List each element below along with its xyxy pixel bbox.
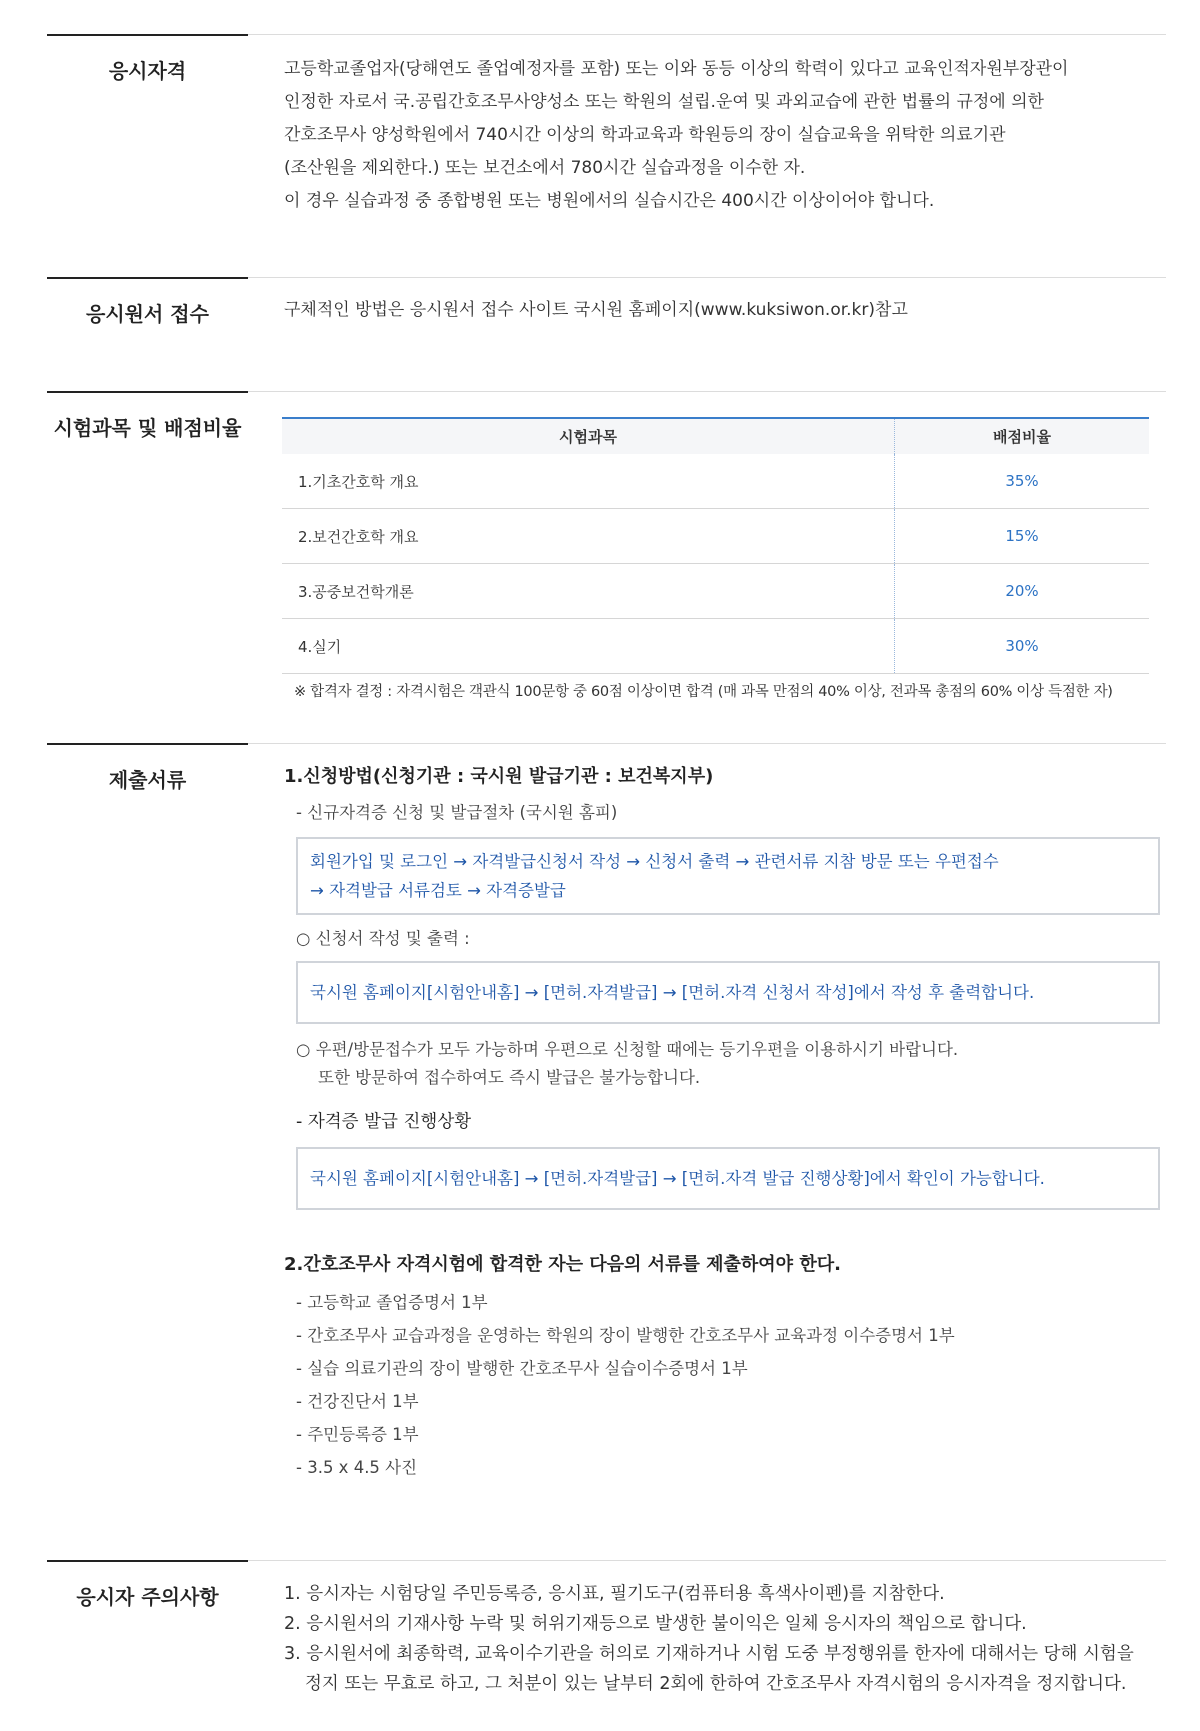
subjects-label: 시험과목 및 배점비율 (53, 416, 242, 440)
process-box (296, 837, 1160, 915)
mail-line: 또한 방문하여 접수하여도 즉시 발급은 불가능합니다. (318, 1068, 701, 1087)
document-item: - 고등학교 졸업증명서 1부 (296, 1293, 488, 1312)
notice-line: 정지 또는 무효로 하고, 그 처분이 있는 날부터 2회에 한하여 간호조무사 자격시험의 응시자격을 정지합니다. (305, 1674, 1127, 1694)
ratio-cell: 20% (895, 564, 1150, 619)
section-bar (47, 277, 248, 279)
notice-label: 응시자 주의사항 (76, 1585, 219, 1609)
section-bar (47, 743, 248, 745)
eligibility-line: 고등학교졸업자(당해연도 졸업예정자를 포함) 또는 이와 동등 이상의 학력이 있다고 교육인적자원부장관이 (284, 59, 1069, 79)
section-bar (47, 1560, 248, 1562)
eligibility-label: 응시자격 (108, 59, 187, 83)
table-row (282, 454, 1149, 509)
eligibility-line: 인정한 자로서 국.공립간호조무사양성소 또는 학원의 설립.운여 및 과외교습에 관한 법률의 규정에 의한 (284, 92, 1044, 112)
table-row (282, 619, 1149, 674)
ratio-cell: 30% (895, 619, 1150, 674)
subject-cell: 2.보건간호학 개요 (282, 509, 895, 564)
document-item: - 주민등록증 1부 (296, 1425, 419, 1444)
table-row (282, 564, 1149, 619)
table-header-subject: 시험과목 (282, 418, 895, 454)
documents-section (47, 743, 1166, 1559)
table-row (282, 509, 1149, 564)
application-section (47, 277, 1166, 390)
notice-line: 1. 응시자는 시험당일 주민등록증, 응시표, 필기도구(컴퓨터용 흑색사이펜)를 지참한다. (284, 1584, 945, 1604)
eligibility-line: 간호조무사 양성학원에서 740시간 이상의 학과교육과 학원등의 장이 실습교육을 위탁한 의료기관 (284, 125, 1006, 145)
documents-label: 제출서류 (108, 768, 187, 792)
document-item: - 실습 의료기관의 장이 발행한 간호조무사 실습이수증명서 1부 (296, 1359, 748, 1378)
notice-section (47, 1560, 1166, 1721)
eligibility-line: (조산원을 제외한다.) 또는 보건소에서 780시간 실습과정을 이수한 자. (284, 158, 806, 178)
subject-cell: 4.실기 (282, 619, 895, 674)
document-item: - 3.5 x 4.5 사진 (296, 1458, 418, 1477)
write-label: ○ 신청서 작성 및 출력 : (296, 929, 470, 948)
eligibility-section (47, 34, 1166, 275)
table-header-ratio: 배점비율 (895, 418, 1150, 454)
documents-part1-sub: - 신규자격증 신청 및 발급절차 (국시원 홈피) (296, 803, 618, 822)
documents-part1-title: 1.신청방법(신청기관 : 국시원 발급기관 : 보건복지부) (284, 766, 714, 787)
document-item: - 간호조무사 교습과정을 운영하는 학원의 장이 발행한 간호조무사 교육과정 이수증명서 1부 (296, 1326, 955, 1345)
process-line: → 자격발급 서류검토 → 자격증발급 (310, 881, 566, 900)
write-box: 국시원 홈페이지[시험안내홈] → [면허.자격발급] → [면허.자격 신청서 작성]에서 작성 후 출력합니다. (296, 961, 1160, 1024)
notice-line: 3. 응시원서에 최종학력, 교육이수기관을 허의로 기재하거나 시험 도중 부정행위를 한자에 대해서는 당해 시험을 (284, 1644, 1134, 1664)
subject-cell: 3.공중보건학개론 (282, 564, 895, 619)
notice-line: 2. 응시원서의 기재사항 누락 및 허위기재등으로 발생한 불이익은 일체 응시자의 책임으로 합니다. (284, 1614, 1027, 1634)
application-text: 구체적인 방법은 응시원서 접수 사이트 국시원 홈페이지(www.kuksiwon.or.kr)참고 (284, 300, 908, 320)
progress-box: 국시원 홈페이지[시험안내홈] → [면허.자격발급] → [면허.자격 발급 진행상황]에서 확인이 가능합니다. (296, 1147, 1160, 1210)
ratio-cell: 15% (895, 509, 1150, 564)
subjects-section (47, 391, 1166, 742)
section-bar (47, 391, 248, 393)
ratio-cell: 35% (895, 454, 1150, 509)
eligibility-line: 이 경우 실습과정 중 종합병원 또는 병원에서의 실습시간은 400시간 이상이어야 합니다. (284, 191, 935, 211)
subject-cell: 1.기초간호학 개요 (282, 454, 895, 509)
section-bar (47, 34, 248, 36)
pass-criteria-note: ※ 합격자 결정 : 자격시험은 객관식 100문항 중 60점 이상이면 합격 (매 과목 만점의 40% 이상, 전과목 총점의 60% 이상 득점한 자) (294, 684, 1113, 700)
mail-line: ○ 우편/방문접수가 모두 가능하며 우편으로 신청할 때에는 등기우편을 이용하시기 바랍니다. (296, 1040, 959, 1059)
application-label: 응시원서 접수 (86, 302, 209, 326)
process-line: 회원가입 및 로그인 → 자격발급신청서 작성 → 신청서 출력 → 관련서류 지참 방문 또는 우편접수 (310, 852, 999, 871)
documents-part2-title: 2.간호조무사 자격시험에 합격한 자는 다음의 서류를 제출하여야 한다. (284, 1254, 841, 1275)
document-item: - 건강진단서 1부 (296, 1392, 419, 1411)
progress-label: - 자격증 발급 진행상황 (296, 1112, 472, 1132)
score-table (282, 417, 1149, 674)
